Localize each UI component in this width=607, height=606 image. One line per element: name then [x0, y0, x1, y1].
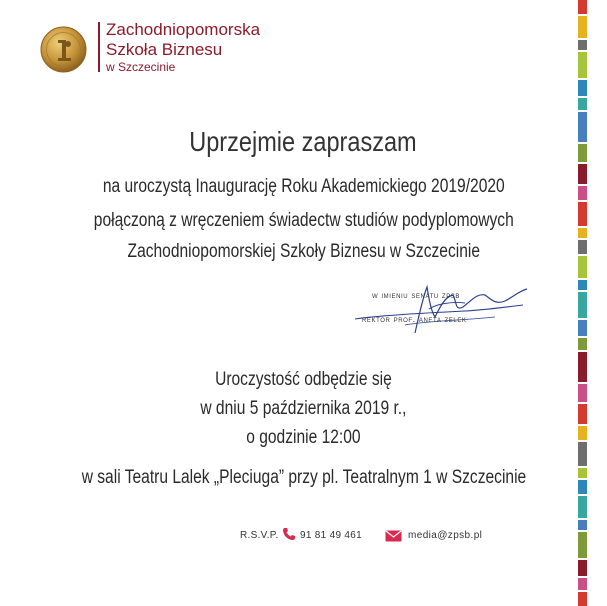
envelope-icon — [385, 530, 402, 542]
color-stripe — [578, 468, 587, 478]
color-stripe — [578, 80, 587, 96]
color-stripe — [578, 292, 587, 318]
color-stripe — [578, 560, 587, 576]
decorative-color-stripes — [578, 0, 587, 606]
color-stripe — [578, 16, 587, 38]
color-stripe — [578, 404, 587, 424]
color-stripe — [578, 442, 587, 466]
email-address[interactable]: media@zpsb.pl — [408, 530, 483, 541]
phone-icon — [282, 527, 296, 541]
logo-line-2: Szkoła Biznesu — [106, 40, 223, 59]
color-stripe — [578, 384, 587, 402]
rsvp-label: R.S.V.P. — [240, 530, 279, 541]
color-stripe — [578, 98, 587, 110]
color-stripe — [578, 256, 587, 278]
color-stripe — [578, 280, 587, 290]
invitation-line-2: połączoną z wręczeniem świadectw studiów podyplomowych — [93, 210, 514, 231]
color-stripe — [578, 164, 587, 184]
event-time: o godzinie 12:00 — [246, 427, 361, 448]
color-stripe — [578, 592, 587, 606]
logo-divider — [98, 22, 100, 72]
color-stripe — [578, 0, 587, 14]
color-stripe — [578, 186, 587, 200]
invitation-line-1: na uroczystą Inaugurację Roku Akademickiego 2019/2020 — [102, 176, 505, 197]
color-stripe — [578, 144, 587, 162]
logo-line-1: Zachodniopomorska — [106, 20, 261, 39]
color-stripe — [578, 338, 587, 350]
invitation-headline: Uprzejmie zapraszam — [189, 126, 417, 157]
phone-number[interactable]: 91 81 49 461 — [300, 530, 362, 541]
handwritten-signature — [345, 275, 535, 345]
color-stripe — [578, 228, 587, 238]
color-stripe — [578, 480, 587, 494]
color-stripe — [578, 532, 587, 558]
school-seal-logo — [40, 26, 87, 73]
event-line-1: Uroczystość odbędzie się — [215, 369, 392, 390]
event-date: w dniu 5 października 2019 r., — [200, 398, 407, 419]
color-stripe — [578, 320, 587, 336]
color-stripe — [578, 40, 587, 50]
invitation-line-3: Zachodniopomorskiej Szkoły Biznesu w Szczecinie — [127, 241, 480, 262]
color-stripe — [578, 112, 587, 142]
color-stripe — [578, 352, 587, 382]
color-stripe — [578, 52, 587, 78]
color-stripe — [578, 240, 587, 254]
signature-line-1: w imieniu senatu zpsb — [372, 290, 460, 300]
logo-line-3: w Szczecinie — [106, 60, 176, 74]
color-stripe — [578, 426, 587, 440]
school-name-logo — [106, 20, 260, 74]
color-stripe — [578, 496, 587, 518]
color-stripe — [578, 578, 587, 590]
event-venue: w sali Teatru Lalek „Pleciuga” przy pl. Teatralnym 1 w Szczecinie — [81, 467, 527, 488]
color-stripe — [578, 202, 587, 226]
color-stripe — [578, 520, 587, 530]
signature-line-2: rektor prof. aneta zelek — [362, 314, 467, 324]
